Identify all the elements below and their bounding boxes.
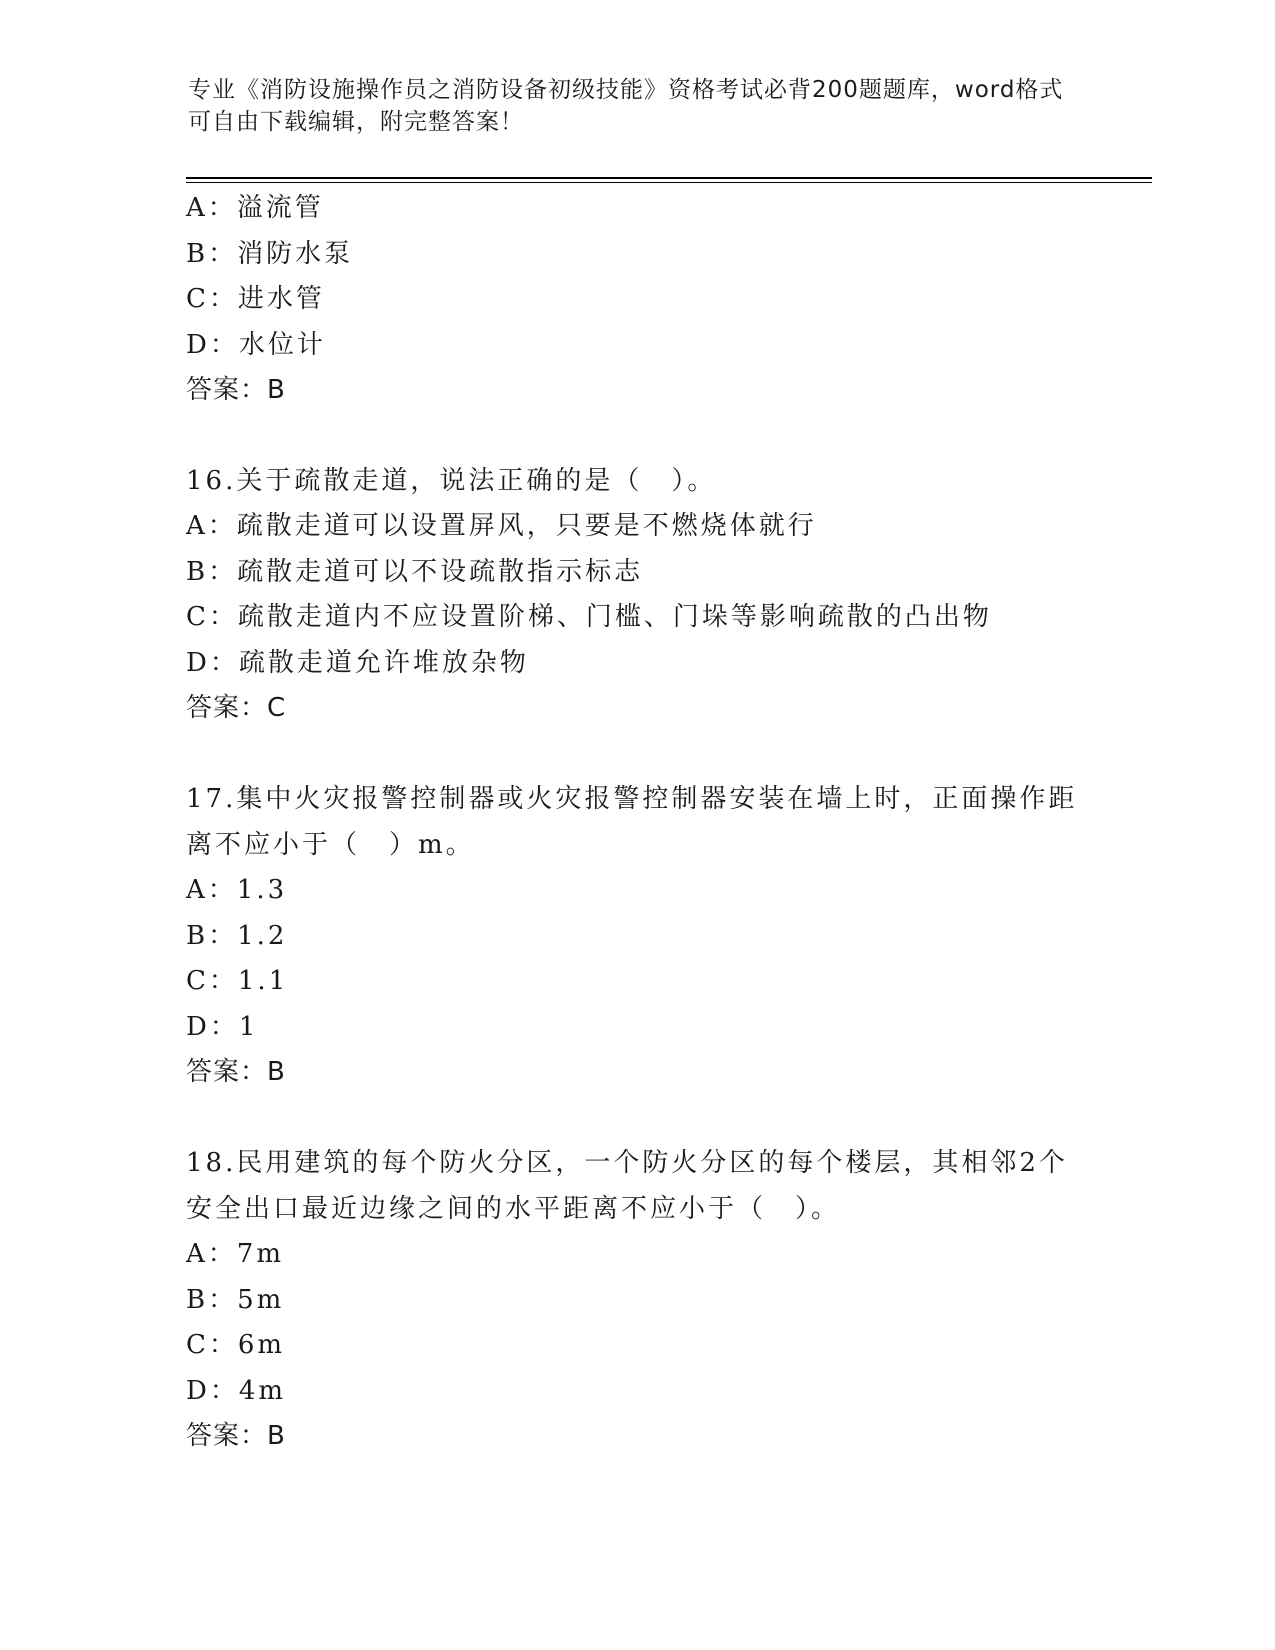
option-d: D：4m (186, 1375, 287, 1406)
answer: 答案：C (186, 693, 287, 724)
block-spacer (186, 414, 1086, 458)
block-spacer (186, 1096, 1086, 1140)
header-rule-thick (186, 177, 1152, 179)
option-d: D：疏散走道允许堆放杂物 (186, 647, 529, 678)
answer: 答案：B (186, 375, 286, 406)
document-header: 专业《消防设施操作员之消防设备初级技能》资格考试必背200题题库，word格式可自由下载编辑，附完整答案！ (188, 77, 1064, 135)
block-spacer (186, 732, 1086, 776)
question-block-15 (186, 186, 1086, 414)
option-d: D：水位计 (186, 329, 326, 360)
option-a: A：溢流管 (186, 193, 324, 223)
option-c: C：1.1 (186, 966, 289, 997)
question-text: 16.关于疏散走道，说法正确的是（ ）。 (186, 465, 717, 496)
question-text: 18.民用建筑的每个防火分区，一个防火分区的每个楼层，其相邻2个安全出口最近边缘之间的水平距离不应小于（ ）。 (186, 1147, 1068, 1224)
option-a: A：1.3 (186, 874, 288, 905)
question-list (186, 186, 1086, 1460)
question-text: 17.集中火灾报警控制器或火灾报警控制器安装在墙上时，正面操作距离不应小于（ ）m。 (186, 783, 1078, 860)
question-block-16 (186, 458, 1086, 732)
option-c: C：疏散走道内不应设置阶梯、门槛、门垛等影响疏散的凸出物 (186, 602, 992, 633)
option-a: A：疏散走道可以设置屏风，只要是不燃烧体就行 (186, 510, 817, 541)
answer: 答案：B (186, 1057, 286, 1088)
option-c: C：6m (186, 1330, 286, 1361)
option-b: B：疏散走道可以不设疏散指示标志 (186, 556, 644, 587)
option-b: B：消防水泵 (186, 238, 354, 269)
option-b: B：5m (186, 1284, 285, 1315)
option-d: D：1 (186, 1011, 259, 1042)
answer: 答案：B (186, 1421, 286, 1452)
header-rule-thin (186, 182, 1152, 183)
question-block-18 (186, 1140, 1086, 1460)
option-b: B：1.2 (186, 920, 288, 951)
option-c: C：进水管 (186, 284, 325, 315)
option-a: A：7m (186, 1238, 284, 1269)
question-block-17 (186, 776, 1086, 1096)
